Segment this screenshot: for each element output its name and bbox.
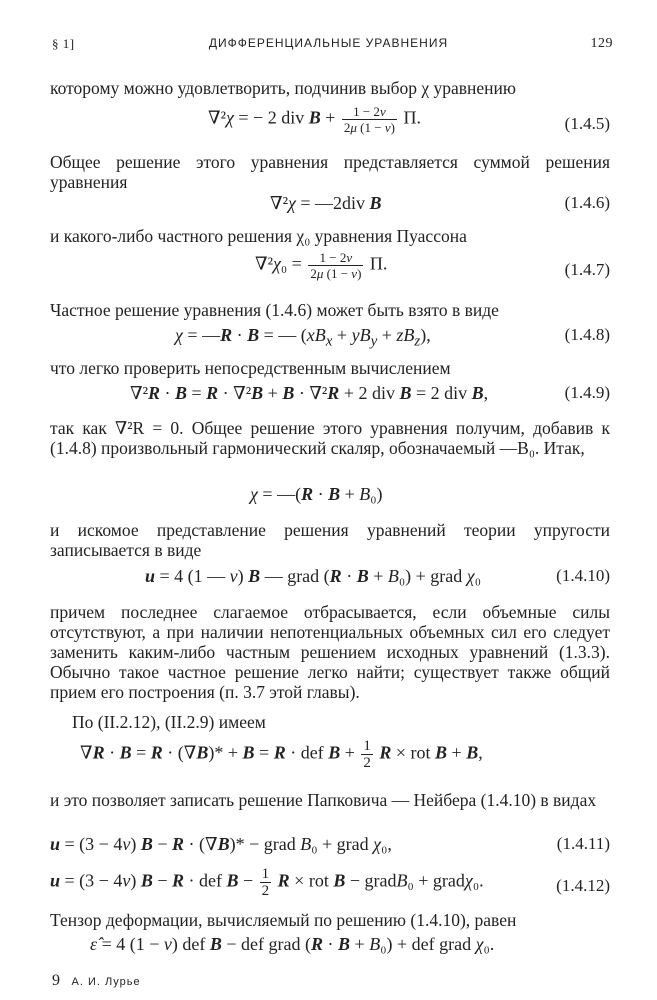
equation-1-4-10: u = 4 (1 — ν) B — grad (R · B + B₀) + grad χ₀ (1.4.10): [145, 566, 610, 586]
equation-1-4-8: χ = —R · B = — $(xB_x + yB_y + zB_z)$, (1.4.8): [175, 325, 610, 350]
equation-number: (1.4.10): [556, 566, 610, 585]
paragraph-10: и это позволяет записать решение Папковича — Нейбера (1.4.10) в видах: [50, 790, 597, 810]
equation-1-4-11: u = (3 − 4ν) B − R · (∇B)* − grad B₀ + grad χ₀, (1.4.11): [50, 834, 610, 854]
footer-signature: [52, 972, 141, 990]
equation-1-4-9: ∇²R · B = R · ∇²B + B · ∇²R + 2 div B = 2 div B, (1.4.9): [130, 383, 610, 403]
section-label: § 1]: [52, 36, 75, 51]
equation-1-4-12: u = (3 − 4ν) B − R · def B − $\frac{1}{2}$ R × rot B − gradB₀ + gradχ₀. (1.4.12): [50, 866, 610, 899]
author-name: А. И. Лурье: [71, 976, 141, 988]
page-number: 129: [590, 36, 613, 51]
paragraph-11: Тензор деформации, вычисляемый по решению (1.4.10), равен: [50, 910, 517, 930]
equation-1-4-6: ∇²χ = —2div B (1.4.6): [270, 193, 610, 213]
equation-1-4-5: ∇²χ = − 2 div B + $\frac{1 - 2\nu}{2\mu (1 - \nu)}$ П. (1.4.5): [208, 104, 610, 135]
equation-strain-tensor: ε̂ = 4 (1 − ν) def B − def grad (R · B + B₀) + def grad χ₀.: [90, 934, 495, 954]
paragraph-8: причем последнее слагаемое отбрасывается, если объемные силы отсутствуют, а при наличии непотенциальных объемных сил его следует заменить каким-либо частным решением исходных уравнений (1.3.3). Обычно такое частное решение легко найти; существует также общий прием его построения (п. 3.7 этой главы).: [50, 602, 610, 702]
paragraph-9: По (II.2.12), (II.2.9) имеем: [72, 712, 266, 732]
equation-number: (1.4.5): [564, 114, 610, 133]
equation-chi: χ = —(R · B + B₀): [250, 484, 383, 504]
equation-grad-r: ∇R · B = R · (∇B)* + B = R · def B + $\frac{1}{2}$ R × rot B + B,: [80, 738, 483, 771]
paragraph-4: Частное решение уравнения (1.4.6) может быть взято в виде: [50, 300, 499, 320]
equation-number: (1.4.8): [564, 325, 610, 344]
paragraph-2: Общее решение этого уравнения представляется суммой решения уравнения: [50, 152, 610, 192]
equation-number: (1.4.11): [556, 834, 610, 853]
paragraph-5: что легко проверить непосредственным вычислением: [50, 358, 451, 378]
equation-number: (1.4.9): [564, 383, 610, 402]
equation-number: (1.4.6): [564, 193, 610, 212]
paragraph-7: и искомое представление решения уравнений теории упругости записывается в виде: [50, 520, 610, 560]
paragraph-6: так как ∇²R = 0. Общее решение этого уравнения получим, добавив к (1.4.8) произвольный гармонический скаляр, обозначаемый —B₀. Итак,: [50, 418, 610, 458]
paragraph-1: которому можно удовлетворить, подчинив выбор χ уравнению: [50, 78, 516, 98]
signature-number: 9: [52, 972, 60, 989]
equation-number: (1.4.7): [564, 260, 610, 279]
running-title: ДИФФЕРЕНЦИАЛЬНЫЕ УРАВНЕНИЯ: [208, 36, 449, 50]
equation-1-4-7: ∇²χ₀ = $\frac{1 - 2\nu}{2\mu (1 - \nu)}$ П. (1.4.7): [255, 250, 610, 281]
equation-number: (1.4.12): [556, 876, 610, 895]
paragraph-3: и какого-либо частного решения χ₀ уравнения Пуассона: [50, 226, 467, 246]
